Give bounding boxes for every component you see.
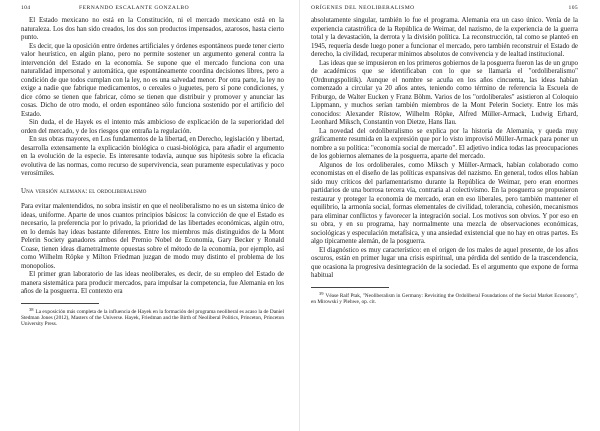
- paragraph: El primer gran laboratorio de las ideas neoliberales, es decir, de su empleo del Estado de manera sistemática para producir mercados, para impulsar la competencia, fue Alemania en los años de la posguerra. El contexto era: [21, 271, 284, 295]
- paragraph: El diagnóstico es muy característico: en el origen de los males de aquel presente, de los años oscuros, están en primer lugar una crisis espiritual, una pérdida del sentido de la trascendencia, que ocasiona la progresiva desintegración de la sociedad. Es el argumento que expone de forma habitual: [311, 246, 578, 279]
- footnote-text: Véase Ralf Ptak, "Neoliberalism in Germany: Revisiting the Ordoliberal Foundations of the Social Market Economy", en Mirowski y Plehwe, op. cit.: [311, 292, 578, 305]
- paragraph: Es decir, que la oposición entre órdenes artificiales y órdenes espontáneos puede tener cierto valor heurístico, en algún plano, pero no permite sostener un argumento general contra la intervención del Estado en la economía. Se supone que el mercado funciona con una naturalidad impersonal y automática, que espontáneamente coordina decisiones libres, pero a condición de que todos cumplan con la ley, no es una salvedad menor. Por otra parte, la ley no exige a nadie que fabrique medicamentos, o cereales o juguetes, pero sí pone condiciones, y dice cómo se tienen que fabricar, cómo se tienen que distribuir y promover y anunciar las cosas. Dicho de otro modo, el orden espontáneo sólo funciona sostenido por el artificio del Estado.: [21, 42, 284, 118]
- section-heading: Una versión alemana: el ordoliberalismo: [21, 187, 147, 195]
- footnote-mark: 38: [29, 306, 34, 312]
- paragraph: La novedad del ordoliberalismo se explica por la historia de Alemania, y queda muy gráficamente resumida en la expresión que por lo visto improvisó Müller-Armack para poner un nombre a su política: "economía social de mercado". El adjetivo indica todas las preocupaciones de los gobiernos alemanes de la posguerra, aparte del mercado.: [311, 127, 578, 160]
- paragraph: Sin duda, el de Hayek es el intento más ambicioso de explicación de la superioridad del orden del mercado, y de los riesgos que entraña la regulación.: [21, 119, 284, 135]
- footnote-text: La exposición más completa de la influencia de Hayek en la formación del programa neoliberal es acaso la de Daniel Stedman Jones (2012), Masters of the Universe. Hayek, Friedman and the Birth of Neoliberal Politics, Princeton, Princeton University Press.: [21, 308, 284, 327]
- right-running-head: ORÍGENES DEL NEOLIBERALISMO: [311, 5, 415, 11]
- right-page-body: [311, 17, 578, 305]
- left-page: [0, 0, 290, 431]
- paragraph: El Estado mexicano no está en la Constitución, ni el mercado mexicano está en la naturaleza. Los dos han sido creados, los dos son productos impensados, azarosos, hasta cierto punto.: [21, 17, 284, 41]
- left-page-body: [21, 17, 284, 327]
- footnote: [21, 307, 284, 328]
- left-page-number: 104: [21, 5, 31, 11]
- paragraph: absolutamente singular, también lo fue el programa. Alemania era un caso único. Venía de la experiencia catastrófica de la República de Weimar, del nazismo, de la experiencia de la guerra total y la devastación, la derrota y la división política. La reconstrucción, tal como se planteó en 1945, requería desde luego poner a funcionar el mercado, pero también reconstruir el Estado de derecho, la civilidad, recuperar mínimos absolutos de convivencia y de lealtad institucional.: [311, 17, 578, 58]
- right-page: [300, 0, 590, 431]
- footnote-mark: 39: [319, 290, 324, 296]
- footnote-rule: [21, 303, 99, 304]
- right-page-number: 105: [568, 5, 578, 11]
- paragraph: Algunos de los ordoliberales, como Miksch y Müller-Armack, habían colaborado como economistas en el diseño de las políticas expansivas del nazismo. En general, todos ellos habían sido muy críticos del parlamentarismo durante la República de Weimar, pero eran enormes partidarios de una borrosa tercera vía, contraria al colectivismo. En la posguerra se propusieron restaurar y proteger la economía de mercado, eran en eso liberales, pero también mantener el equilibrio, la armonía social, formas elementales de civilidad, tolerancia, cohesión, mecanismos para eliminar conflictos y favorecer la integración social. Los motivos son obvios. Y por eso en su obra, y en su programa, hay normalmente una mezcla de observaciones económicas, sociológicas y especulación metafísica, y una ansiedad existencial que no hay en otras partes. Es algo típicamente alemán, de la posguerra.: [311, 161, 578, 245]
- paragraph: En sus obras mayores, en Los fundamentos de la libertad, en Derecho, legislación y libertad, desarrolla extensamente la explicación biológica o cuasi-biológica, para añadir el argumento en la evolución de la especie. Es interesante todavía, aunque sus hipótesis sobre la eficacia evolutiva de las normas, como recurso de supervivencia, sean puramente especulativas y poco verosímiles.: [21, 136, 284, 177]
- paragraph: Para evitar malentendidos, no sobra insistir en que el neoliberalismo no es un sistema único de ideas, uniforme. Aparte de unos cuantos principios básicos: la convicción de que el Estado es necesario, la preferencia por lo privado, la prioridad de las libertades económicas, algún otro, en lo demás hay ideas bastante diferentes. Entre los miembros más distinguidos de la Mont Pelerin Society ganadores ambos del Premio Nobel de Economía, Gary Becker y Ronald Coase, tienen ideas diametralmente opuestas sobre el método de la economía, por ejemplo, así como Wilhelm Röpke y Milton Friedman juzgan de modo muy distinto el problema de los monopolios.: [21, 203, 284, 270]
- left-running-head: FERNANDO ESCALANTE GONZALBO: [79, 5, 190, 11]
- footnote-rule: [311, 287, 389, 288]
- footnote: [311, 291, 578, 305]
- left-page-header: [21, 3, 284, 17]
- paragraph: Las ideas que se impusieron en los primeros gobiernos de la posguerra fueron las de un grupo de académicos que se identificaban con lo que se llamaría el "ordoliberalismo" (Ordnungspolitik). Aunque el nombre se acuña en los años cincuenta, las ideas habían comenzado a circular ya 20 años antes, teniendo como término de referencia la Escuela de Friburgo, de Walter Eucken y Franz Böhm. Varios de los "ordoliberales" asistieron al Coloquio Lippmann, y muchos serían también miembros de la Mont Pelerin Society. Entre los más conocidos: Alexander Rüstow, Wilhelm Röpke, Alfred Müller-Armack, Ludwig Erhard, Leonhard Miksch, Constantin von Dietze, Hans Ilau.: [311, 59, 578, 126]
- right-page-header: [311, 3, 578, 17]
